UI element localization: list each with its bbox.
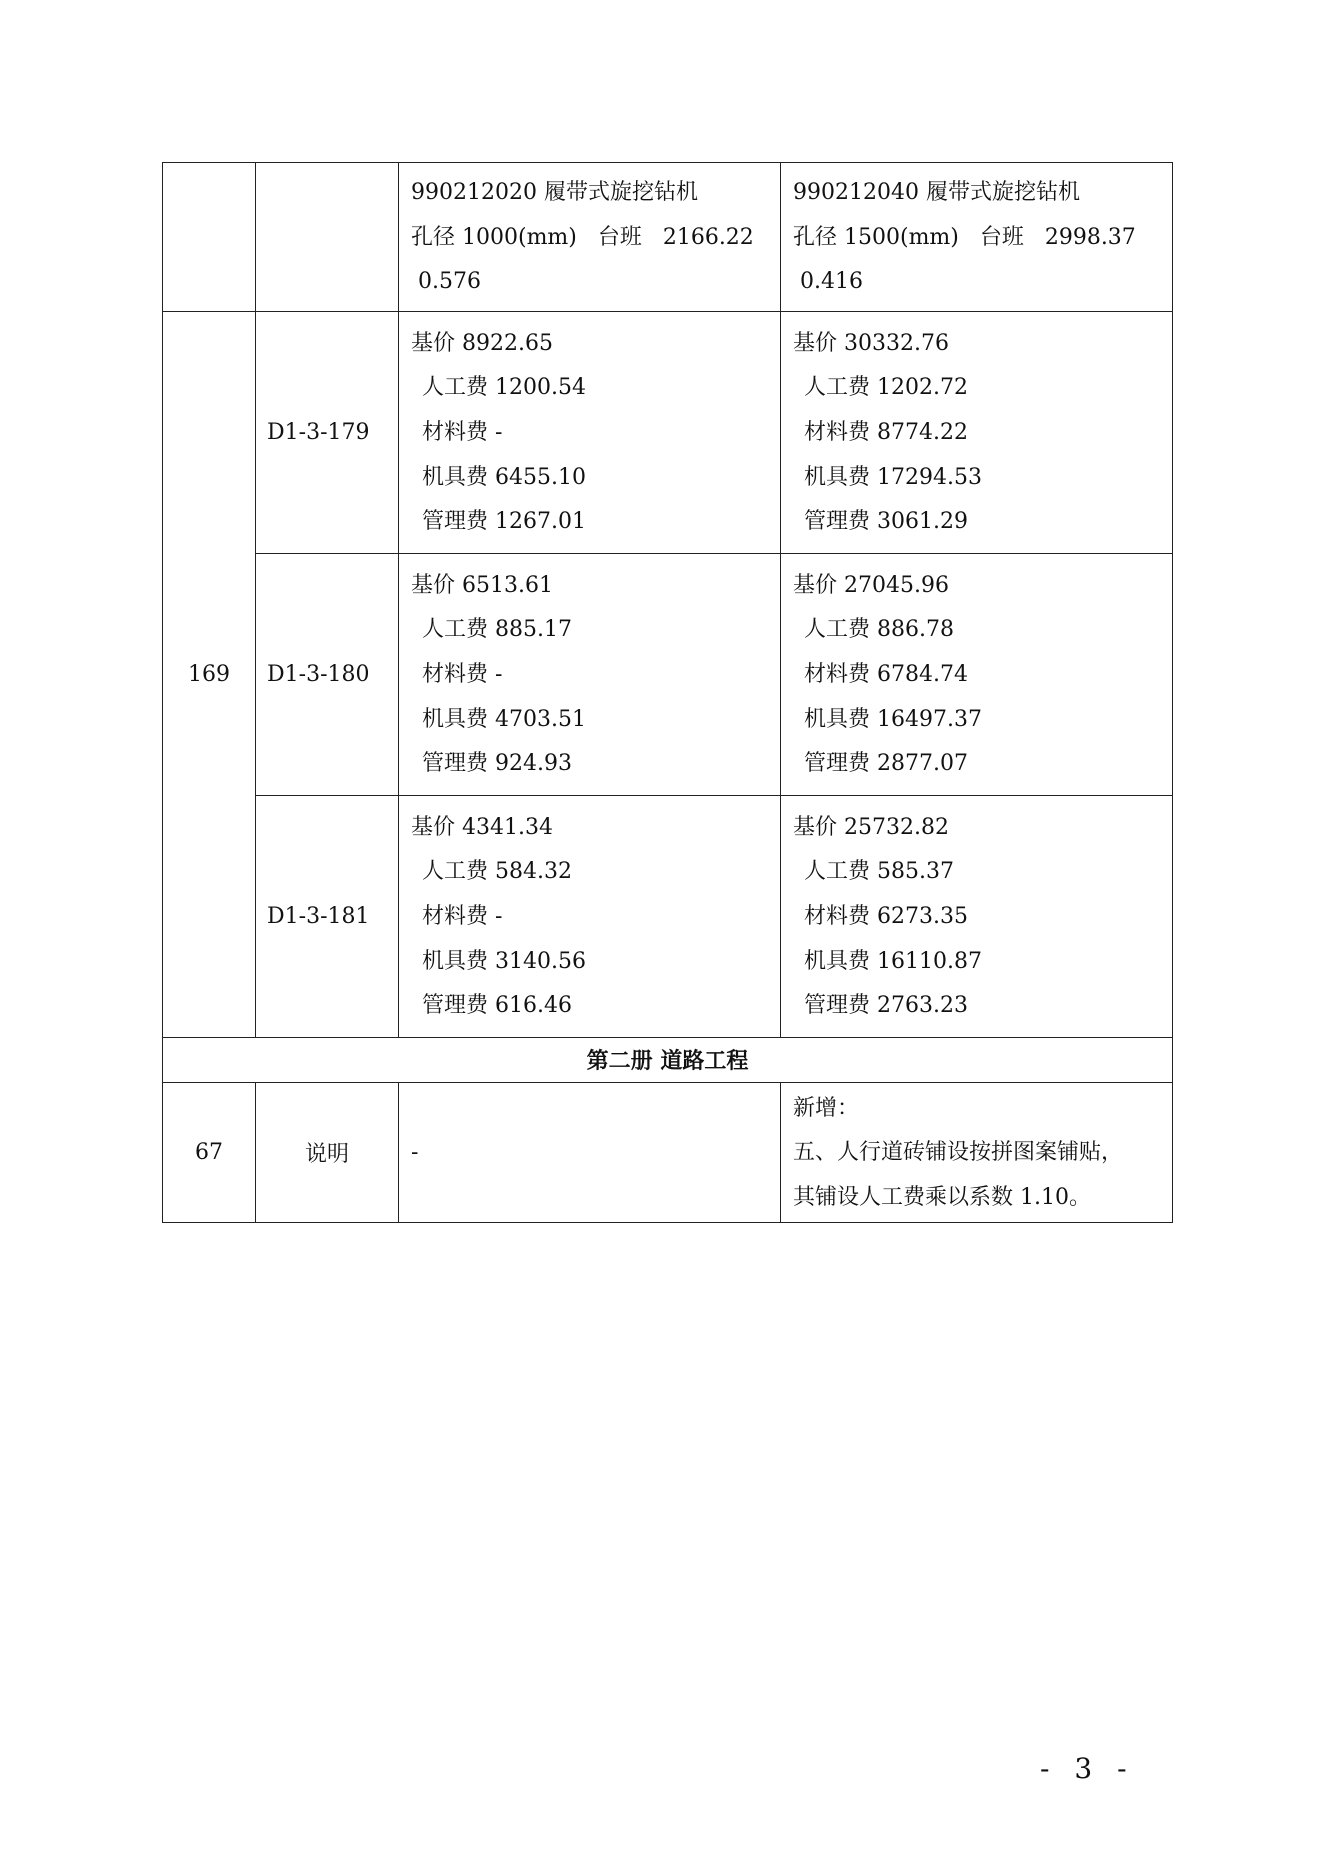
quota-code: D1-3-179 bbox=[267, 419, 370, 445]
cell-code bbox=[256, 163, 399, 312]
table-row bbox=[163, 795, 1173, 1037]
cell-adjusted bbox=[781, 1082, 1173, 1223]
management-cost: 管理费 2877.07 bbox=[804, 751, 968, 777]
cell-code bbox=[256, 311, 399, 553]
text-line: 0.576 bbox=[411, 269, 481, 295]
cell-no bbox=[163, 163, 256, 312]
cell-no: 67 bbox=[163, 1082, 256, 1223]
cell-original bbox=[399, 163, 781, 312]
base-price: 基价 27045.96 bbox=[793, 572, 949, 598]
machine-cost: 机具费 17294.53 bbox=[804, 464, 982, 490]
cell-adjusted bbox=[781, 795, 1173, 1037]
cell-no: 169 bbox=[163, 311, 256, 1037]
material-cost: 材料费 6784.74 bbox=[804, 661, 968, 687]
machine-cost: 机具费 3140.56 bbox=[422, 948, 586, 974]
material-cost: 材料费 - bbox=[422, 419, 503, 445]
material-cost: 材料费 6273.35 bbox=[804, 903, 968, 929]
management-cost: 管理费 924.93 bbox=[422, 751, 572, 777]
labor-cost: 人工费 585.37 bbox=[804, 859, 954, 885]
text-line: 0.416 bbox=[793, 269, 863, 295]
text-line: 990212020 履带式旋挖钻机 bbox=[411, 180, 698, 205]
management-cost: 管理费 1267.01 bbox=[422, 509, 586, 535]
quota-code: D1-3-181 bbox=[267, 903, 370, 929]
material-cost: 材料费 - bbox=[422, 903, 503, 929]
base-price: 基价 6513.61 bbox=[411, 572, 553, 598]
base-price: 基价 25732.82 bbox=[793, 814, 949, 840]
machine-cost: 机具费 16110.87 bbox=[804, 948, 982, 974]
base-price: 基价 8922.65 bbox=[411, 330, 553, 356]
text-line: 990212040 履带式旋挖钻机 bbox=[793, 180, 1080, 205]
text-line: 新增： bbox=[793, 1095, 860, 1121]
material-cost: 材料费 - bbox=[422, 661, 503, 687]
adjustment-table bbox=[162, 162, 1173, 1223]
cell-code bbox=[256, 795, 399, 1037]
text-line: 孔径 1500(mm) 台班 2998.37 bbox=[793, 224, 1136, 250]
cell-adjusted bbox=[781, 311, 1173, 553]
text-line: 五、人行道砖铺设按拼图案铺贴， bbox=[793, 1140, 1124, 1166]
cell-adjusted bbox=[781, 163, 1173, 312]
cell-code: 说明 bbox=[256, 1082, 399, 1223]
cell-original bbox=[399, 553, 781, 795]
machine-cost: 机具费 6455.10 bbox=[422, 464, 586, 490]
labor-cost: 人工费 885.17 bbox=[422, 617, 572, 643]
text-line: 其铺设人工费乘以系数 1.10。 bbox=[793, 1184, 1091, 1210]
page-number: - 3 - bbox=[1040, 1752, 1135, 1785]
material-cost: 材料费 8774.22 bbox=[804, 419, 968, 445]
cell-original bbox=[399, 1082, 781, 1223]
labor-cost: 人工费 584.32 bbox=[422, 859, 572, 885]
section-title: 第二册 道路工程 bbox=[163, 1037, 1173, 1082]
cell-original bbox=[399, 311, 781, 553]
management-cost: 管理费 2763.23 bbox=[804, 993, 968, 1019]
cell-original bbox=[399, 795, 781, 1037]
text-line: 孔径 1000(mm) 台班 2166.22 bbox=[411, 224, 754, 250]
table-row bbox=[163, 553, 1173, 795]
section-row bbox=[163, 1037, 1173, 1082]
base-price: 基价 30332.76 bbox=[793, 330, 949, 356]
table-row bbox=[163, 311, 1173, 553]
base-price: 基价 4341.34 bbox=[411, 814, 553, 840]
management-cost: 管理费 3061.29 bbox=[804, 509, 968, 535]
labor-cost: 人工费 886.78 bbox=[804, 617, 954, 643]
labor-cost: 人工费 1200.54 bbox=[422, 375, 586, 401]
cell-code bbox=[256, 553, 399, 795]
machine-cost: 机具费 4703.51 bbox=[422, 706, 586, 732]
table-row bbox=[163, 1082, 1173, 1223]
table-row bbox=[163, 163, 1173, 312]
labor-cost: 人工费 1202.72 bbox=[804, 375, 968, 401]
quota-code: D1-3-180 bbox=[267, 661, 370, 687]
cell-adjusted bbox=[781, 553, 1173, 795]
machine-cost: 机具费 16497.37 bbox=[804, 706, 982, 732]
management-cost: 管理费 616.46 bbox=[422, 993, 572, 1019]
dash-text: - bbox=[411, 1140, 419, 1166]
